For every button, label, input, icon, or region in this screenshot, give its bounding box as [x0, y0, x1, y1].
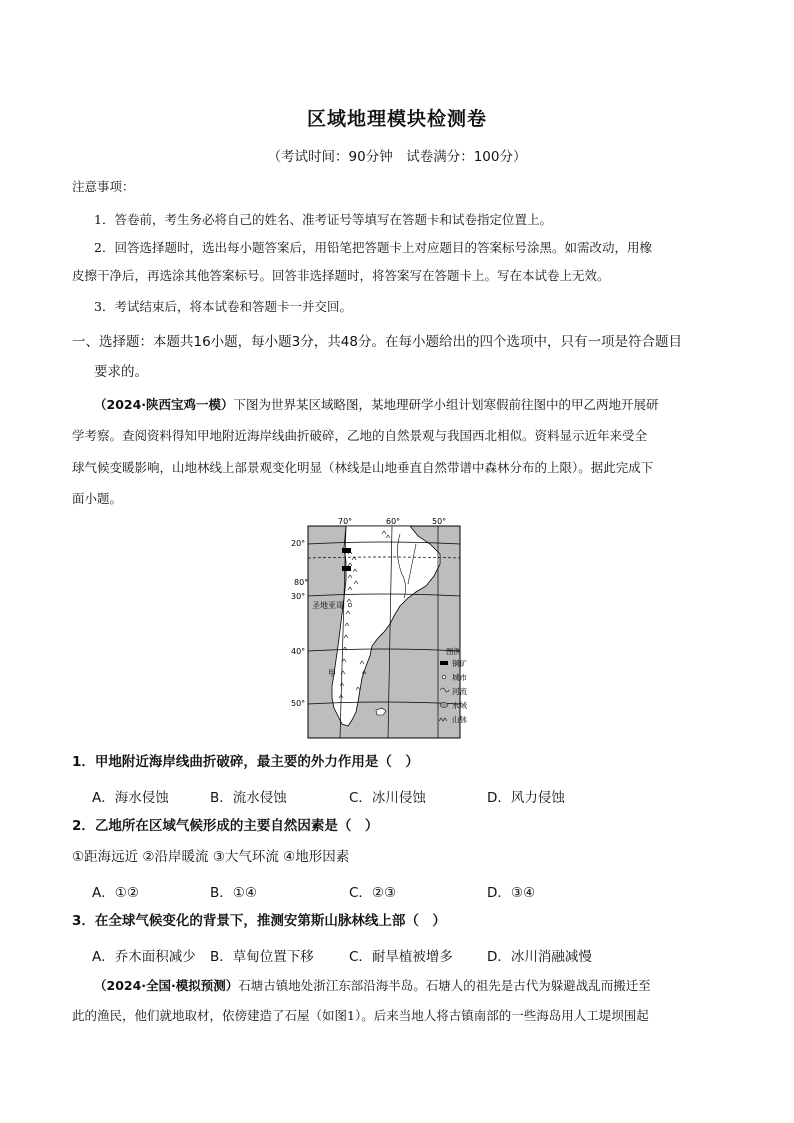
- passage-2-source: （2024·全国·模拟预测）: [94, 978, 239, 993]
- question-3-option-a[interactable]: A．乔木面积减少: [92, 949, 196, 965]
- question-1-option-a[interactable]: A．海水侵蚀: [92, 790, 169, 806]
- exam-info: （考试时间：90分钟 试卷满分：100分）: [267, 149, 527, 165]
- passage-2-line-1: [94, 978, 651, 993]
- question-1-option-c[interactable]: C．冰川侵蚀: [349, 790, 426, 806]
- question-2-option-a[interactable]: A．①②: [92, 885, 139, 901]
- legend-city-icon: [442, 675, 445, 678]
- legend-item-mountain: 山脉: [452, 715, 467, 724]
- legend-item-river: 河流: [452, 687, 467, 696]
- lon-label: 70°: [338, 517, 353, 526]
- notice-item-3: 3．考试结束后，将本试卷和答题卡一并交回。: [94, 299, 352, 314]
- question-3-stem: 3．在全球气候变化的背景下，推测安第斯山脉林线上部（ ）: [72, 913, 446, 929]
- copper-mine-marker: [342, 548, 351, 553]
- section-1-heading-line-2: 要求的。: [94, 364, 148, 380]
- legend-copper-icon: [440, 661, 448, 665]
- notice-heading: 注意事项：: [72, 179, 135, 194]
- jia-label: 甲: [328, 669, 336, 678]
- question-2-option-b[interactable]: B．①④: [210, 885, 257, 901]
- lat-label: 30°: [291, 592, 306, 601]
- notice-item-2-line-1: 2．回答选择题时，选出每小题答案后，用铅笔把答题卡上对应题目的答案标号涂黑。如需改动，用橡: [94, 240, 652, 255]
- lon-label: 50°: [432, 517, 447, 526]
- legend-item-city: 城市: [452, 673, 467, 682]
- copper-mine-marker: [342, 566, 351, 571]
- notice-item-1: 1．答卷前，考生务必将自己的姓名、准考证号等填写在答题卡和试卷指定位置上。: [94, 212, 552, 227]
- legend-item-copper: 铜矿: [452, 659, 467, 668]
- question-2-factors: ①距海远近 ②沿岸暖流 ③大气环流 ④地形因素: [72, 849, 350, 865]
- question-1-option-d[interactable]: D．风力侵蚀: [487, 790, 565, 806]
- question-2-stem: 2．乙地所在区域气候形成的主要自然因素是（ ）: [72, 818, 379, 834]
- question-1-option-b[interactable]: B．流水侵蚀: [210, 790, 287, 806]
- question-3-option-d[interactable]: D．冰川消融减慢: [487, 949, 592, 965]
- passage-2-line-1-text: 石塘古镇地处浙江东部沿海半岛。石塘人的祖先是古代为躲避战乱而搬迁至: [238, 978, 651, 993]
- passage-1-line-1: [94, 397, 659, 412]
- passage-1-line-4: 面小题。: [72, 491, 123, 506]
- question-2-option-c[interactable]: C．②③: [349, 885, 397, 901]
- notice-item-2-line-2: 皮擦干净后，再选涂其他答案标号。回答非选择题时，将答案写在答题卡上。写在本试卷上无效。: [72, 268, 610, 283]
- region-map-figure: [290, 514, 480, 744]
- santiago-label: 圣地亚哥: [312, 601, 344, 610]
- question-3-option-c[interactable]: C．耐旱植被增多: [349, 949, 453, 965]
- lat-label: 50°: [291, 699, 306, 708]
- question-1-stem: 1．甲地附近海岸线曲折破碎，最主要的外力作用是（ ）: [72, 754, 419, 770]
- lat-label: 20°: [291, 539, 306, 548]
- passage-1-line-1-text: 下图为世界某区域略图，某地理研学小组计划寒假前往图中的甲乙两地开展研: [233, 397, 659, 412]
- legend-item-water: 水域: [452, 701, 467, 710]
- passage-1-source: （2024·陕西宝鸡一模）: [94, 397, 234, 412]
- passage-1-line-3: 球气候变暖影响，山地林线上部景观变化明显（林线是山地垂直自然带谱中森林分布的上限）。据此完成下: [72, 460, 654, 475]
- city-marker: [348, 603, 352, 607]
- passage-2-line-2: 此的渔民，他们就地取材，依傍建造了石屋（如图1）。后来当地人将古镇南部的一些海岛用人工堤坝围起: [72, 1008, 649, 1023]
- lat-label: 40°: [291, 647, 306, 656]
- legend-title: 图例: [446, 647, 461, 656]
- legend-water-icon: [440, 703, 448, 708]
- lon-label: 60°: [386, 517, 401, 526]
- page-title: 区域地理模块检测卷: [306, 108, 487, 130]
- section-1-heading-line-1: 一、选择题：本题共16小题，每小题3分，共48分。在每小题给出的四个选项中，只有一项是符合题目: [72, 334, 682, 350]
- question-2-option-d[interactable]: D．③④: [487, 885, 536, 901]
- passage-1-line-2: 学考察。查阅资料得知甲地附近海岸线曲折破碎，乙地的自然景观与我国西北相似。资料显示近年来受全: [72, 428, 648, 443]
- question-3-option-b[interactable]: B．草甸位置下移: [210, 949, 314, 965]
- lat-label: 80°: [294, 578, 309, 587]
